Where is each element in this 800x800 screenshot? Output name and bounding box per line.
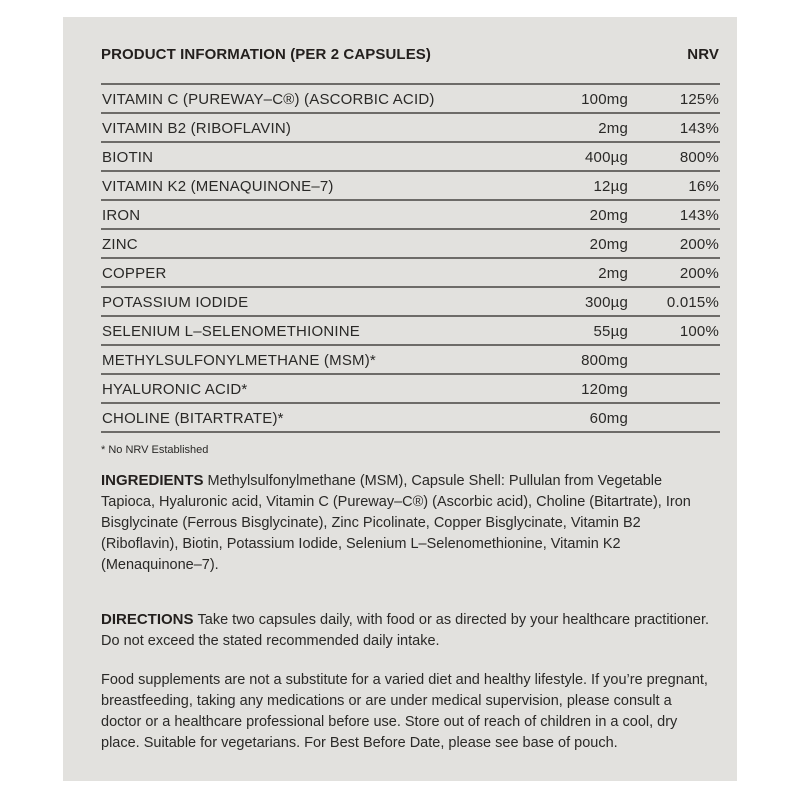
ingredients-text: Methylsulfonylmethane (MSM), Capsule Shell: Pullulan from Vegetable Tapioca, Hyaluronic acid, Vitamin C (Pureway–C®) (Ascorbic acid), Choline (Bitartrate), Iron Bisglycinate (Ferrous Bisglycinate), Zinc Picolinate, Copper Bisglycinate, Vitamin B2 (Riboflavin), Biotin, Potassium Iodide, Selenium L–Selenomethionine, Vitamin K2 (Menaquinone–7).: [101, 473, 691, 573]
ingredients-label: INGREDIENTS: [101, 472, 204, 489]
nutrient-amount: 800mg: [581, 352, 628, 369]
nutrient-nrv: 0.015%: [666, 294, 719, 311]
nutrient-name: METHYLSULFONYLMETHANE (MSM)*: [102, 352, 376, 369]
nutrient-nrv: 143%: [679, 120, 719, 137]
warning-text: Food supplements are not a substitute for a varied diet and healthy lifestyle. If you’re pregnant, breastfeeding, taking any medications or are under medical supervision, please consult a doctor or a healthcare professional before use. Store out of reach of children in a cool, dry place. Suitable for vegetarians. For Best Before Date, please see base of pouch.: [101, 672, 708, 751]
nutrient-amount: 300µg: [584, 294, 628, 311]
nutrient-name: VITAMIN K2 (MENAQUINONE–7): [102, 178, 334, 195]
nutrient-name: VITAMIN B2 (RIBOFLAVIN): [102, 120, 292, 137]
table-row: [101, 259, 720, 288]
nutrient-amount: 12µg: [593, 178, 628, 195]
ingredients-section: [101, 470, 711, 576]
nutrient-nrv: 200%: [679, 236, 719, 253]
directions-text: Take two capsules daily, with food or as directed by your healthcare practitioner. Do not exceed the stated recommended daily intake.: [101, 612, 710, 649]
nutrient-name: HYALURONIC ACID*: [102, 381, 248, 398]
nutrient-name: IRON: [102, 207, 141, 224]
nutrient-nrv: 800%: [679, 149, 719, 166]
table-row: [101, 85, 720, 114]
nutrient-name: CHOLINE (BITARTRATE)*: [102, 410, 284, 427]
nutrient-table: [101, 83, 720, 433]
nutrient-nrv: 100%: [679, 323, 719, 340]
nutrient-amount: 2mg: [598, 120, 628, 137]
nutrient-amount: 120mg: [581, 381, 628, 398]
directions-label: DIRECTIONS: [101, 611, 194, 628]
nrv-column-header: NRV: [687, 46, 719, 63]
supplement-label-panel: [63, 17, 737, 781]
nutrient-name: VITAMIN C (PUREWAY–C®) (ASCORBIC ACID): [102, 91, 435, 108]
nutrient-name: SELENIUM L–SELENOMETHIONINE: [102, 323, 360, 340]
nutrient-name: BIOTIN: [102, 149, 154, 166]
nutrient-amount: 100mg: [581, 91, 628, 108]
nutrient-nrv: 125%: [679, 91, 719, 108]
table-row: [101, 114, 720, 143]
table-row: [101, 201, 720, 230]
table-row: [101, 346, 720, 375]
nutrient-amount: 55µg: [593, 323, 628, 340]
table-row: [101, 375, 720, 404]
table-row: [101, 288, 720, 317]
table-header: [101, 46, 720, 68]
footnote: * No NRV Established: [101, 444, 209, 456]
nutrient-nrv: 16%: [688, 178, 719, 195]
nutrient-amount: 400µg: [584, 149, 628, 166]
nutrient-name: COPPER: [102, 265, 167, 282]
nutrient-amount: 2mg: [598, 265, 628, 282]
table-row: [101, 317, 720, 346]
nutrient-name: POTASSIUM IODIDE: [102, 294, 249, 311]
directions-section: [101, 609, 711, 652]
nutrient-amount: 20mg: [589, 207, 628, 224]
nutrient-amount: 20mg: [589, 236, 628, 253]
table-row: [101, 143, 720, 172]
nutrient-nrv: 200%: [679, 265, 719, 282]
table-row: [101, 404, 720, 433]
table-row: [101, 230, 720, 259]
table-row: [101, 172, 720, 201]
nutrient-amount: 60mg: [589, 410, 628, 427]
nutrient-name: ZINC: [102, 236, 138, 253]
table-title: PRODUCT INFORMATION (PER 2 CAPSULES): [101, 46, 431, 63]
nutrient-nrv: 143%: [679, 207, 719, 224]
